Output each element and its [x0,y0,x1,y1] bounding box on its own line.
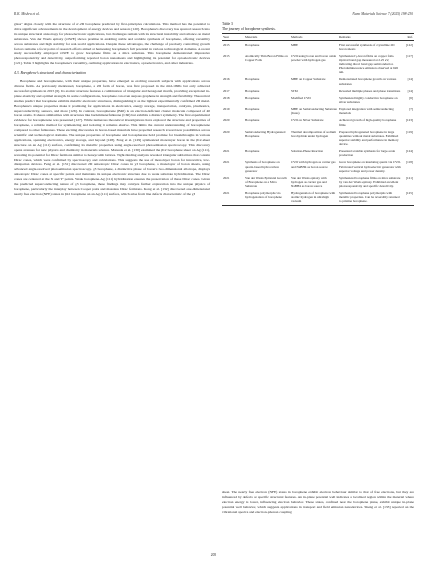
cell-year: 2021 [223,149,230,154]
cell-materials: Synthesis of borophene on quartz-based hydrocarbon generator [245,160,280,173]
table-row [222,148,414,159]
table-row [222,95,414,106]
cell-materials: Borophene [245,149,260,154]
cell-remarks: Prepared hydrogenated borophene in large quantities without metal substrates. Exhibited superior stability and performance in memory device. [339,129,399,147]
cell-methods: Thermal decomposition of sodium borohydride under hydrogen [291,129,336,138]
cell-ref: [117] [406,53,413,58]
cell-year: 2021 [223,175,230,180]
page-number: 205 [210,553,217,557]
cell-year: 2016 [223,77,230,82]
borophene-synthesis-table [222,33,414,206]
cell-materials: Borophene [245,95,260,100]
cell-remarks: Demonstrated borophene growth on various substrates [339,77,397,86]
cell-year: 2021 [223,160,230,165]
table-body [222,41,414,206]
cell-ref: [118] [406,160,413,165]
cell-year: 2017 [223,88,230,93]
cell-methods: CVD with hydrogen as carrier gas and NaBH4 as boron source [291,160,336,169]
cell-methods: MBE on Semiconducting Substrate (InAs) [291,107,337,116]
cell-ref: [14] [407,77,413,82]
cell-methods: Hydrogenation of borophene with atomic hydrogen in ultrahigh vacuum [290,190,338,206]
cell-methods: Modified CVD [291,95,311,100]
table-row [222,106,414,117]
paragraph-intro: glass" aligns closely with the structure of α'-2D borophene predicted by first-principles calculations. This method has the potential to drive significant advancements in the development of energy devices and sensors [120]. Borophene's discovery has spurred research into its unique structural anisotropy for photoelectronic applications, but challenges remain with its structural instability and reliance on metal substrates. Van der Waals epitaxy (vdWE) shows promise in enabling stable and scalable synthesis of borophene, offering versatility across substrates and high stability for real-world applications. Despite these advantages, the challenge of precisely controlling growth factors remains a focal point of research efforts aimed at harnessing borophene's full potential in various technological domains. A recent study successfully employed vdWE to grow borophene films on a mica substrate. This borophene demonstrated impressive photoresponsivity and detectivity, outperforming reported boron nanosheets and highlighting its potential for optoelectronic devices [121]. Table 3 highlights the borophene's versatility, outlining applications in electronics, optoelectronics, and other industries. [14,22,210,66]
cell-materials: Semiconducting Hydrogenated Borophene [245,129,286,138]
cell-materials: Borophene polymorphs via hydrogenation of borophene [244,190,290,206]
cell-materials: Atomically Thin Boron Films on Copper Foils [245,53,288,62]
cell-remarks: Achieved growth of high-quality borophene films [339,118,397,127]
cell-ref: [6] [409,95,413,100]
section-heading: 4.3. Borophene's structural and characterization [14,71,86,76]
cell-ref: [123] [405,118,413,123]
table-row [222,87,414,94]
cell-remarks: Synthesized borophene polymorphs with metallic properties. Can be reversibly returned to pristine borophene. [338,190,402,206]
right-column-paragraph: sheet. The nearly free electron (NFE) states in borophene exhibit electron behaviour similar to that of free electrons, but they are influenced by defects or specific structural features. An in-plane potential well indicates a localized region within the material where electron energy is lower, influencing electron behavior. These states, confined near the borophene plane, exhibit unique in-plane potential well behavior, which suggests applications in transport and field emission nanodevices. Sheng et al. [133] reported on the vibrational spectra and electron-phonon coupling [222,490,414,514]
table-3 [222,22,414,206]
cell-materials: Borophene [245,77,260,82]
cell-remarks: Presented scalable synthesis for large-scale production [339,149,396,158]
cell-year: 2015 [223,42,230,47]
cell-materials: Borophene [245,88,260,93]
cell-remarks: Revealed multiple phases and phase transitions [339,88,401,93]
cell-materials: Borophene [245,118,260,123]
cell-remarks: Synthesized γ-boron films on copper foils. Optical band gap measured at 2.25 eV, indicating direct band gap semiconductor. Photoluminescence emission observed at 626 nm. [339,53,399,75]
cell-methods: CVD using boron and boron oxide powder with hydrogen gas [291,53,337,62]
cell-remarks: Grew borophene on insulating quartz via CVD. Fabricated vertical hydroelectric generator with superior voltage and power density. [339,160,401,173]
table-row [222,128,414,147]
paragraph-section: Borophene and borospherene, with their unique properties, have emerged as exciting research subjects with applications across diverse fields. As previously mentioned, borophene, a 2D form of boron, was first proposed in the mid-1990s but only achieved successful synthesis in 2015 [6]. Its atomic structure features a combination of triangular and hexagonal motifs, providing exceptional in-plane elasticity and optimal strength. In some configurations, borophene can even surpass graphene in strength and flexibility. Theoretical studies predict that borophene exhibits metallic electronic structures, distinguishing it as the lightest experimentally confirmed 2D metal. Borophene's unique properties make it promising for applications in electronics, energy storage, transportation, catalysis, plasmonics, superconductivity, sensors, and more [126]. In contrast, borospherene (B40) is an electron-deficient cluster molecule composed of 40 boron atoms. It shares similarities with structures like buckminsterfullerene (C60) but exhibits a distinct symmetry. The first experimental evidence for borospherene was presented [127]. While numerous theoretical investigations have explored the structure and properties of borophene, a reliable method for synthesizing and isolating it remains elusive. This limits the current understanding of borospherene compared to other fullerenes. These exciting discoveries in boron-based materials have propelled research toward new possibilities across scientific and technological domains. The unique properties of borophene and borospherene hold promise for breakthroughs in various applications, spanning electronics, energy storage, and beyond [128]. Feng et al. [129] synthesized monolayer boron in the β12-sheet structure on an Ag (111) surface, confirming its metallic properties using angle-resolved photoemission spectroscopy. This discovery opens avenues for new physics and chemistry in materials science. Matsuda et al. [130] examined the β12 borophene sheet on Ag (111), revealing its potential for Dirac fermions similar to honeycomb lattices. Tight-binding analysis revealed triangular sublattices that contain Dirac cones, which were confirmed by spectroscopy and calculations. This suggests the use of monolayer boron for innovative, low-dissipation devices. Feng et al. [131] discovered 2D anisotropic Dirac cones in χ3 borophene, a monolayer of boron sheets, using advanced angle-resolved photoemission spectroscopy. χ3 borophene, a distinctive phase of boron's two-dimensional allotrope, displays anisotropic Dirac cones at specific points and maintains its unique electronic structure due to weak substrate hybridization. The Dirac cones are centered at the X and Y' points. Weak borophene-Ag (111) hybridization ensures the preservation of these Dirac cones. Given the predicted superconducting nature of χ3 borophene, these findings may catalyze further exploration into the unique physics of borophene, particularly the interplay between Cooper pairs and massless Dirac fermions. Kong et al. [132] discovered one-dimensional nearly free electron (NFE) states in β12 borophene on an Ag (111) surface, which arise from line defects characteristic of the χ3 [14,79,210,196]
table-caption: The journey of borophene synthesis. [222,26,276,31]
cell-ref: [119] [406,129,413,134]
table-row [222,53,414,77]
cell-materials: Borophene [245,107,260,112]
left-column [14,22,210,197]
table-header-row [222,34,414,41]
cell-ref: [121] [405,175,413,180]
cell-year: 2020 [223,129,230,134]
running-header-journal: Nano Materials Science 7 (2025) 198-230 [352,12,413,16]
cell-methods: MBE [291,42,299,47]
cell-materials: Van der Waals Epitaxial Growth of Borophene on a Mica Substrate [245,175,287,189]
cell-year: 2018 [223,95,230,100]
cell-materials: Borophene [245,42,260,47]
cell-remarks: First successful synthesis of crystalline 2D boron sheets [339,42,395,51]
cell-methods: CVD on Silver Substrate [291,118,324,123]
table-title-label: Table 3 [222,22,233,26]
header-materials: Materials [244,34,290,41]
cell-methods: Solution-Phase Reaction [291,149,324,154]
table-row [222,41,414,53]
cell-ref: [125] [402,190,414,206]
header-remarks: Remarks [338,34,402,41]
table-row [222,175,414,190]
cell-year: 2015 [223,53,230,58]
cell-year: 2020 [223,118,230,123]
cell-methods: MBE on Copper Substrate [291,77,326,82]
table-row [222,117,414,128]
cell-year: 2021 [222,190,244,206]
cell-methods: Van der Waals epitaxy with hydrogen as carrier gas and NaBH4 as boron source [291,175,327,189]
cell-ref: [124] [405,149,413,154]
header-year: Year [222,34,244,41]
cell-ref: [14] [407,88,413,93]
cell-ref: [122] [405,42,413,47]
header-methods: Methods [290,34,338,41]
cell-ref: [7] [409,107,413,112]
cell-year: 2019 [223,107,230,112]
table-row [222,190,414,206]
cell-remarks: Explored integration with semiconducting materials [339,107,394,116]
running-header-authors: R.K. Mishra et al. [14,12,40,16]
table-row [222,159,414,174]
table-row [222,76,414,87]
cell-remarks: Synthesized borophene films on mica substrate by van der Waals epitaxy. Exhibited excellent photoresponsivity and specific detectivity. [339,175,401,189]
cell-methods: STM [291,88,298,93]
header-ref: Ref. [402,34,414,41]
cell-remarks: Synthesized highly conductive borophene on silver substrates [339,95,398,104]
